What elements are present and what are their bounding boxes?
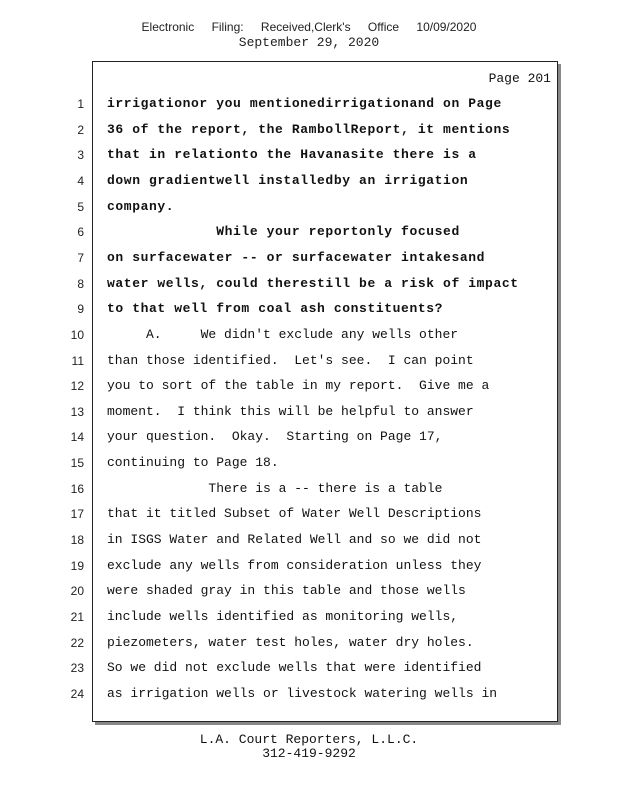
filing-label: Filing: (211, 20, 244, 34)
line-number: 9 (77, 302, 84, 316)
footer-phone: 312-419-9292 (262, 746, 356, 761)
line-number: 24 (70, 687, 84, 701)
line-number: 11 (71, 354, 84, 368)
transcript-line: on surfacewater -- or surfacewater intakesand (107, 250, 486, 265)
line-number: 15 (70, 456, 84, 470)
filing-office: Office (367, 20, 400, 34)
transcript-line: down gradientwell installedby an irrigation (107, 173, 469, 188)
transcript-date: September 29, 2020 (238, 35, 380, 50)
line-number: 7 (77, 251, 84, 265)
transcript-line: While your reportonly focused (107, 224, 460, 239)
filing-date: 10/09/2020 (416, 20, 477, 34)
transcript-line: There is a -- there is a table (107, 481, 443, 496)
line-number: 2 (77, 123, 84, 137)
transcript-line: continuing to Page 18. (107, 455, 279, 470)
line-number: 4 (77, 174, 84, 188)
line-number: 5 (77, 200, 84, 214)
line-number: 8 (77, 277, 84, 291)
line-number: 13 (70, 405, 84, 419)
line-number: 6 (77, 225, 84, 239)
line-number: 18 (70, 533, 84, 547)
line-number: 20 (70, 584, 84, 598)
transcript-line: than those identified. Let's see. I can point (107, 353, 474, 368)
transcript-line: So we did not exclude wells that were identified (107, 660, 482, 675)
line-number: 23 (70, 661, 84, 675)
transcript-line: company. (107, 199, 175, 214)
line-number: 10 (70, 328, 84, 342)
transcript-line: you to sort of the table in my report. Give me a (107, 378, 490, 393)
transcript-line: were shaded gray in this table and those wells (107, 583, 466, 598)
transcript-line: moment. I think this will be helpful to answer (107, 404, 474, 419)
transcript-line: in ISGS Water and Related Well and so we did not (107, 532, 482, 547)
filing-electronic: Electronic (141, 20, 195, 34)
line-number: 14 (70, 430, 84, 444)
transcript-line: water wells, could therestill be a risk of impact (107, 276, 519, 291)
transcript-line: that in relationto the Havanasite there is a (107, 147, 477, 162)
transcript-line: to that well from coal ash constituents? (107, 301, 444, 316)
transcript-line: include wells identified as monitoring wells, (107, 609, 459, 624)
page-number: Page 201 (488, 71, 551, 86)
line-number: 19 (70, 559, 84, 573)
transcript-line: as irrigation wells or livestock watering wells in (107, 686, 498, 701)
line-number: 22 (70, 636, 84, 650)
line-number: 16 (70, 482, 84, 496)
transcript-line: A. We didn't exclude any wells other (107, 327, 459, 342)
line-number: 3 (77, 148, 84, 162)
footer-company: L.A. Court Reporters, L.L.C. (199, 732, 419, 747)
transcript-line: that it titled Subset of Water Well Descriptions (107, 506, 482, 521)
line-number: 21 (70, 610, 84, 624)
line-number: 1 (77, 97, 84, 111)
transcript-line: exclude any wells from consideration unless they (107, 558, 482, 573)
line-number: 12 (70, 379, 84, 393)
transcript-line: your question. Okay. Starting on Page 17, (107, 429, 443, 444)
filing-received: Received,Clerk's (260, 20, 351, 34)
transcript-line: 36 of the report, the RambollReport, it mentions (107, 122, 511, 137)
transcript-line: piezometers, water test holes, water dry holes. (107, 635, 474, 650)
filing-stamp (0, 20, 618, 34)
transcript-line: irrigationor you mentionedirrigationand on Page (107, 96, 502, 111)
line-number: 17 (70, 507, 84, 521)
